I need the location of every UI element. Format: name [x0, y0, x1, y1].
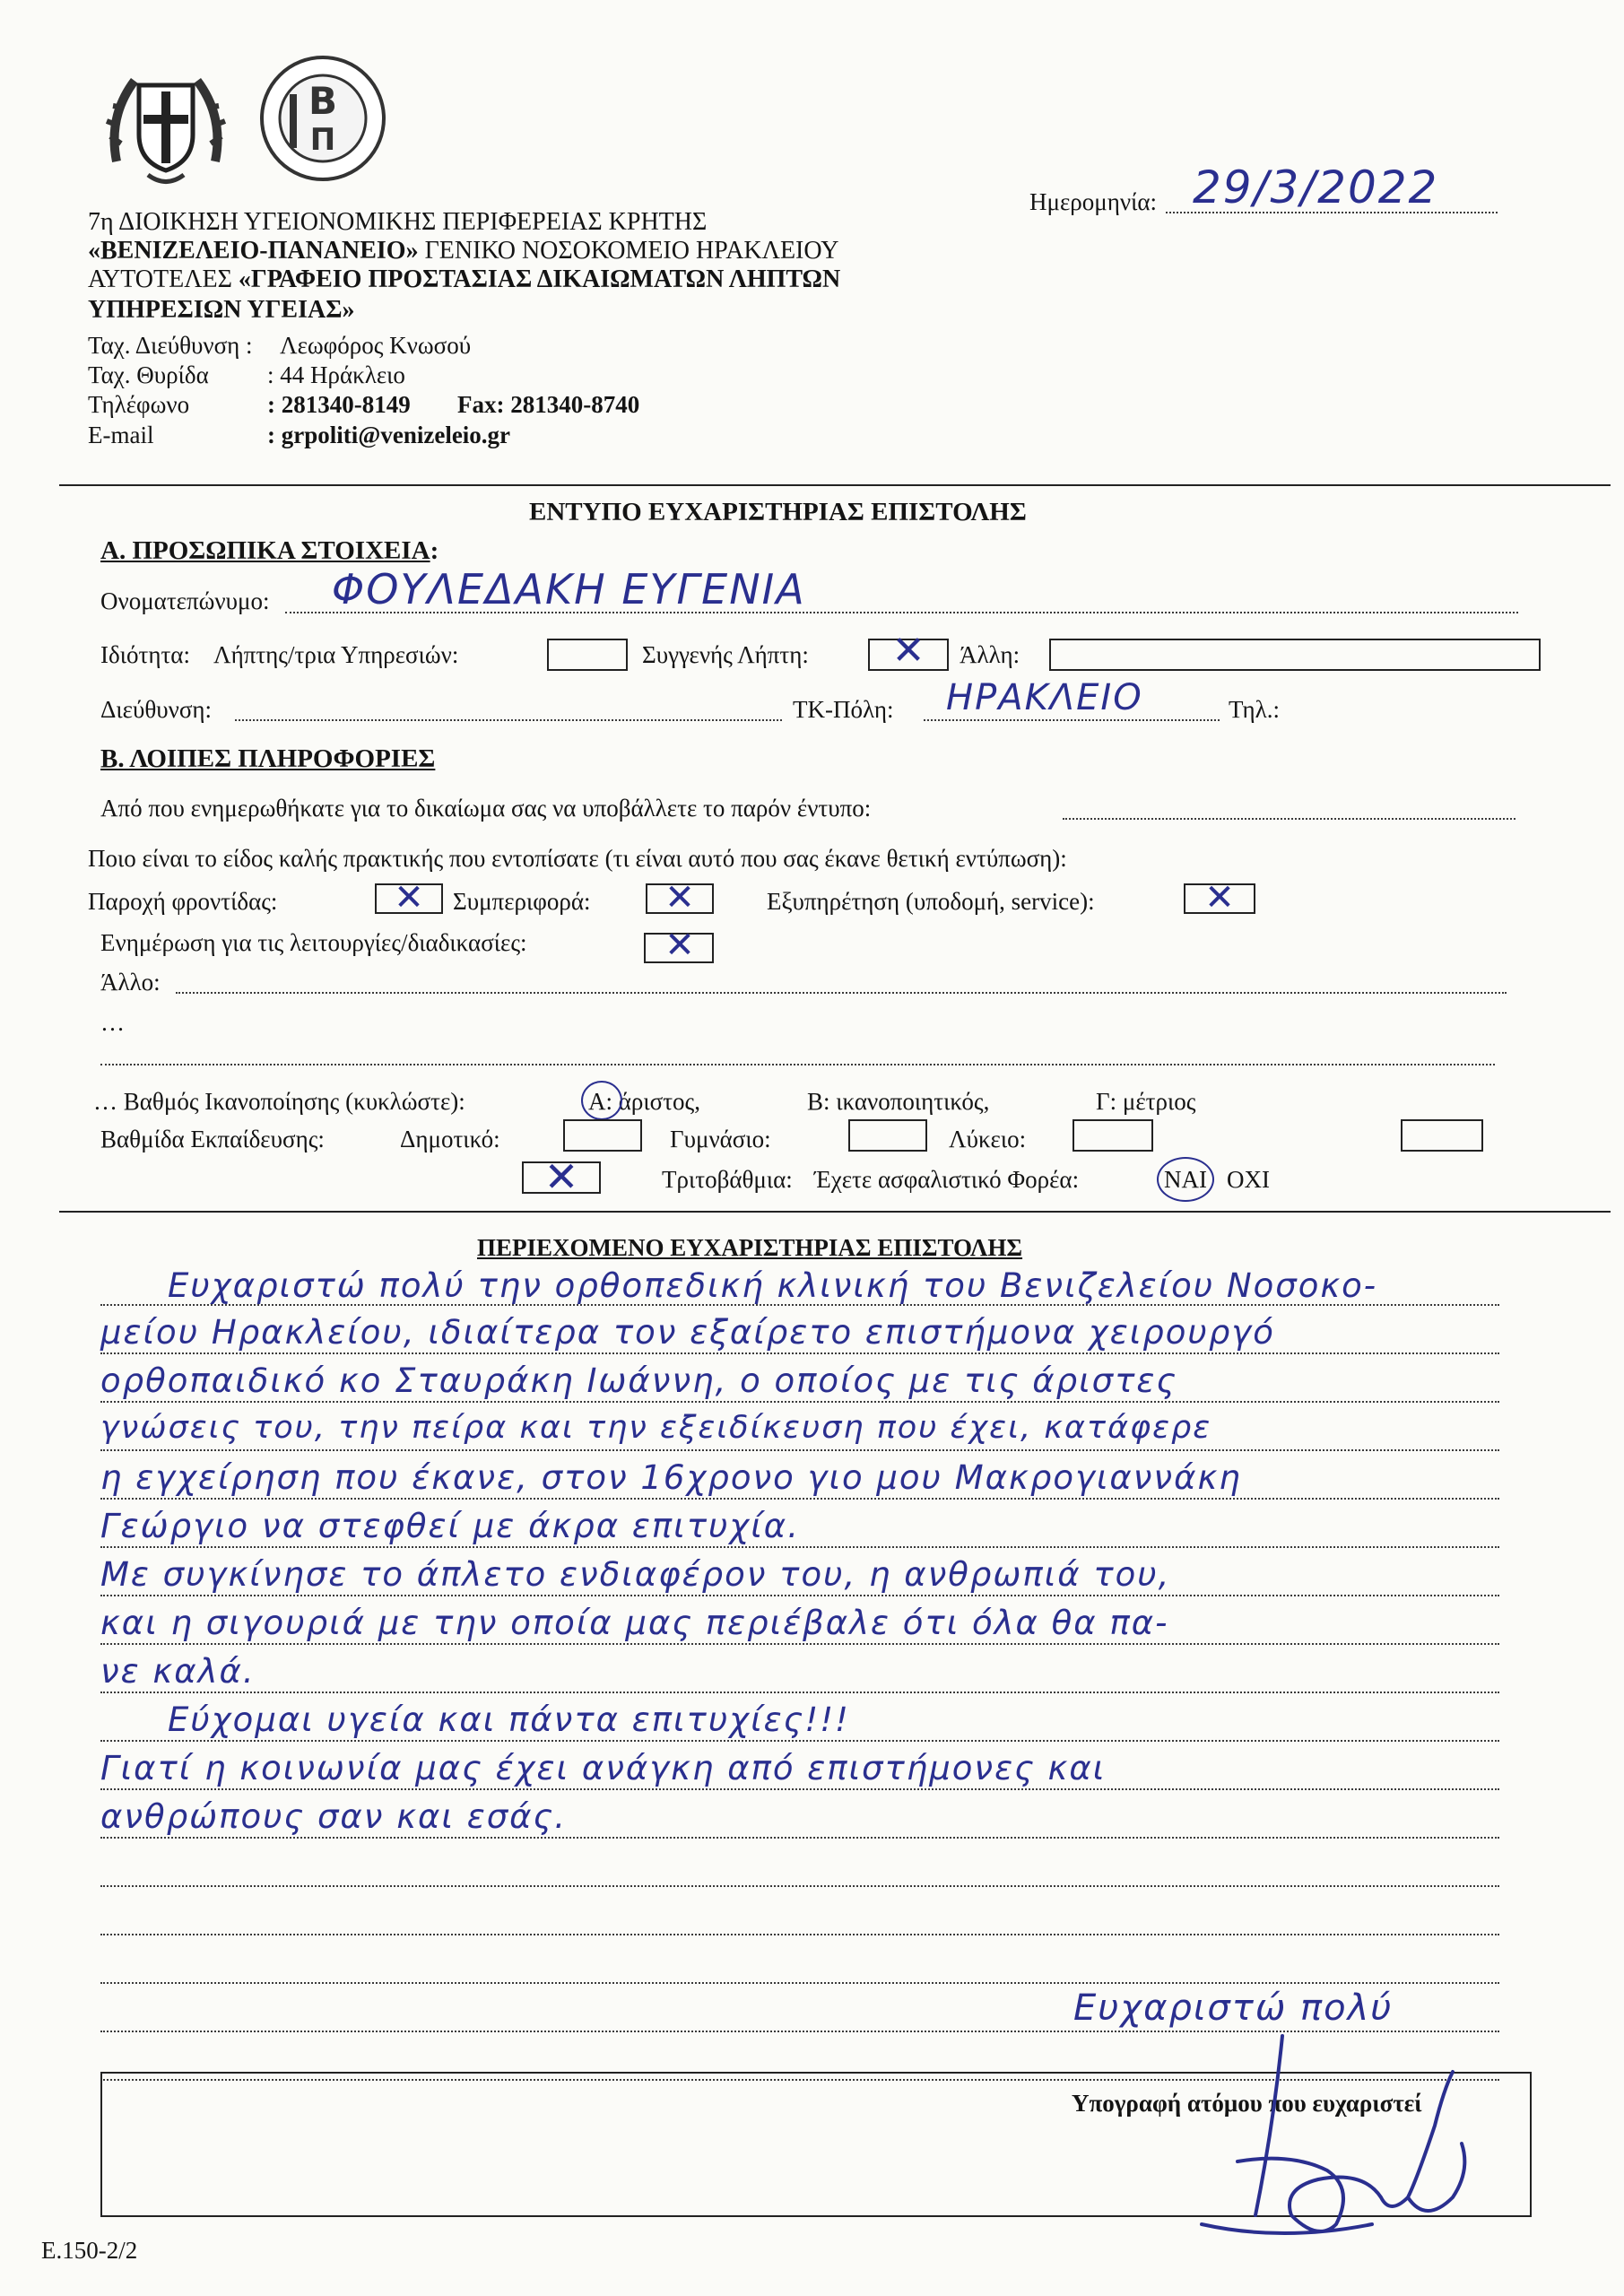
other-line-2 [100, 1064, 1495, 1065]
name-label: Ονοματεπώνυμο: [100, 587, 270, 614]
header-line4: ΥΠΗΡΕΣΙΩΝ ΥΓΕΙΑΣ» [88, 296, 355, 324]
other-line-1 [176, 992, 1507, 994]
address-value: Λεωφόρος Κνωσού [280, 332, 472, 359]
letter-text: Γιατί η κοινωνία μας έχει ανάγκη από επιστήμονες και [100, 1749, 1107, 1787]
name-value: ΦΟΥΛΕΔΑΚΗ ΕΥΓΕΝΙΑ [332, 565, 806, 613]
info-source-question: Από που ενημερωθήκατε για το δικαίωμα σας να υποβάλλετε το παρόν έντυπο: [100, 795, 872, 822]
education-label: Βαθμίδα Εκπαίδευσης: [100, 1126, 325, 1152]
letter-line [100, 1401, 1499, 1403]
city-line [924, 719, 1220, 721]
section-divider [59, 1211, 1611, 1213]
letter-line [100, 1449, 1499, 1451]
letter-line [100, 1546, 1499, 1548]
postcode-value: : 44 Ηράκλειο [267, 361, 405, 388]
section-b-title: Β. ΛΟΙΠΕΣ ΠΛΗΡΟΦΟΡΙΕΣ [100, 744, 436, 773]
header-line2 [88, 237, 838, 265]
header-line3 [88, 265, 840, 294]
letter-title: ΠΕΡΙΕΧΟΜΕΝΟ ΕΥΧΑΡΙΣΤΗΡΙΑΣ ΕΠΙΣΤΟΛΗΣ [477, 1234, 1023, 1261]
edu-gym-label: Γυμνάσιο: [670, 1126, 771, 1152]
role-recipient-label: Λήπτης/τρια Υπηρεσιών: [213, 641, 459, 668]
letter-text: ορθοπαιδικό κο Σταυράκη Ιωάννη, ο οποίος με τις άριστες [100, 1361, 1178, 1400]
city-label: ΤΚ-Πόλη: [793, 696, 894, 723]
header-divider [59, 484, 1611, 486]
letter-line [100, 1352, 1499, 1354]
section-a-colon: : [430, 536, 439, 565]
letter-line [100, 1885, 1499, 1887]
satisfaction-a-circle [581, 1081, 622, 1120]
info-check-mark: ✕ [664, 925, 695, 966]
satisfaction-b: Β: ικανοποιητικός, [807, 1088, 990, 1115]
office-prefix: ΑΥΤΟΤΕΛΕΣ [88, 265, 232, 293]
letter-text: και η σιγουριά με την οποία μας περιέβαλε ότι όλα θα πα- [100, 1604, 1169, 1642]
office-name: «ΓΡΑΦΕΙΟ ΠΡΟΣΤΑΣΙΑΣ ΔΙΚΑΙΩΜΑΤΩΝ ΛΗΠΤΩΝ [238, 265, 841, 293]
section-a-title [100, 536, 439, 566]
address-label: Ταχ. Διεύθυνση : [88, 332, 253, 359]
letter-line [100, 1595, 1499, 1596]
edu-lyc-label: Λύκειο: [949, 1126, 1027, 1152]
other-label: Άλλο: [100, 969, 161, 996]
role-other-label: Άλλη: [960, 641, 1020, 668]
role-relative-check-mark: ✕ [891, 628, 925, 674]
email-label: E-mail [88, 422, 154, 448]
insurance-yes: ΝΑΙ [1164, 1166, 1207, 1193]
insurance-no: ΟΧΙ [1227, 1166, 1270, 1193]
letter-line [100, 1934, 1499, 1935]
satisfaction-c: Γ: μέτριος [1096, 1088, 1196, 1115]
edu-primary-label: Δημοτικό: [400, 1126, 500, 1152]
info-label: Ενημέρωση για τις λειτουργίες/διαδικασίες: [100, 929, 527, 956]
extra-checkbox[interactable] [1401, 1119, 1483, 1152]
insurance-question: Έχετε ασφαλιστικό Φορέα: [814, 1166, 1080, 1193]
letter-line [100, 1788, 1499, 1790]
hospital-emblem-logo [99, 54, 233, 197]
street-line [235, 719, 782, 721]
role-recipient-checkbox[interactable] [547, 639, 628, 671]
letter-text: Εύχομαι υγεία και πάντα επιτυχίες!!! [168, 1700, 850, 1739]
role-relative-label: Συγγενής Λήπτη: [642, 641, 809, 668]
handwritten-signature [1148, 2018, 1507, 2251]
other-ellipsis: … [100, 1009, 125, 1036]
care-label: Παροχή φροντίδας: [88, 888, 278, 915]
edu-lyc-checkbox[interactable] [1073, 1119, 1153, 1152]
edu-primary-checkbox[interactable] [563, 1119, 642, 1152]
phone-label: Τηλέφωνο [88, 391, 190, 418]
signature-label: Υπογραφή ατόμου που ευχαριστεί [1072, 2090, 1422, 2117]
service-label: Εξυπηρέτηση (υποδομή, service): [767, 888, 1095, 915]
satisfaction-label: … Βαθμός Ικανοποίησης (κυκλώστε): [93, 1088, 465, 1115]
postcode-label: Ταχ. Θυρίδα [88, 361, 209, 388]
tel-label: Τηλ.: [1229, 696, 1280, 723]
department-seal-logo [256, 49, 390, 188]
satisfaction-a: Α: άριστος, [588, 1088, 700, 1115]
care-check-mark: ✕ [394, 877, 424, 918]
letter-closing: Ευχαριστώ πολύ [1073, 1987, 1394, 2029]
letter-text: Με συγκίνησε το άπλετο ενδιαφέρον του, η ανθρωπιά του, [100, 1555, 1171, 1594]
phone-value: : 281340-8149 [267, 391, 411, 418]
date-value: 29/3/2022 [1193, 161, 1439, 213]
behavior-check-mark: ✕ [664, 877, 695, 918]
service-check-mark: ✕ [1204, 877, 1235, 918]
street-label: Διεύθυνση: [100, 696, 213, 723]
letter-text: μείου Ηρακλείου, ιδιαίτερα τον εξαίρετο επιστήμονα χειρουργό [100, 1313, 1275, 1352]
letter-text: Γεώργιο να στεφθεί με άκρα επιτυχία. [100, 1507, 800, 1545]
letter-line [100, 1982, 1499, 1984]
edu-tertiary-check-mark: ✕ [543, 1152, 579, 1201]
letter-text: η εγχείρηση που έκανε, στον 16χρονο γιο μου Μακρογιαννάκη [100, 1458, 1242, 1497]
behavior-label: Συμπεριφορά: [453, 888, 591, 915]
form-title: ΕΝΤΥΠΟ ΕΥΧΑΡΙΣΤΗΡΙΑΣ ΕΠΙΣΤΟΛΗΣ [529, 498, 1027, 526]
date-label: Ημερομηνία: [1029, 188, 1158, 215]
insurance-yes-circle [1157, 1157, 1214, 1202]
letter-text: νε καλά. [100, 1652, 256, 1691]
role-label: Ιδιότητα: [100, 641, 190, 668]
letter-text: Ευχαριστώ πολύ την ορθοπεδική κλινική του Βενιζελείου Νοσοκο- [168, 1266, 1378, 1305]
section-a-label: Α. ΠΡΟΣΩΠΙΚΑ ΣΤΟΙΧΕΙΑ [100, 536, 430, 565]
letter-line [100, 1643, 1499, 1645]
edu-gym-checkbox[interactable] [848, 1119, 927, 1152]
edu-tertiary-label: Τριτοβάθμια: [662, 1166, 793, 1193]
form-code: Ε.150-2/2 [41, 2237, 138, 2264]
fax-value: Fax: 281340-8740 [457, 391, 640, 418]
header-line1: 7η ΔΙΟΙΚΗΣΗ ΥΓΕΙΟΝΟΜΙΚΗΣ ΠΕΡΙΦΕΡΕΙΑΣ ΚΡΗΤΗΣ [88, 208, 708, 236]
email-value: : grpoliti@venizeleio.gr [267, 422, 511, 448]
letter-text: γνώσεις του, την πείρα και την εξειδίκευση που έχει, κατάφερε [100, 1410, 1212, 1446]
good-practice-question: Ποιο είναι το είδος καλής πρακτικής που εντοπίσατε (τι είναι αυτό που σας έκανε θετική εντύπωση): [88, 845, 1067, 872]
letter-body [100, 1259, 1535, 2066]
letter-line [100, 1692, 1499, 1693]
svg-text:Β: Β [308, 79, 338, 123]
hospital-name: «ΒΕΝΙΖΕΛΕΙΟ-ΠΑΝΑΝΕΙΟ» [88, 237, 419, 265]
city-value: ΗΡΑΚΛΕΙΟ [946, 677, 1143, 718]
letter-line [100, 1837, 1499, 1839]
letter-line [100, 1740, 1499, 1742]
hospital-type: ΓΕΝΙΚΟ ΝΟΣΟΚΟΜΕΙΟ ΗΡΑΚΛΕΙΟΥ [424, 237, 839, 265]
letter-line [100, 1498, 1499, 1500]
letter-text: ανθρώπους σαν και εσάς. [100, 1797, 568, 1836]
svg-text:Π: Π [309, 122, 336, 158]
info-source-line [1063, 818, 1515, 820]
role-other-field[interactable] [1049, 639, 1541, 671]
